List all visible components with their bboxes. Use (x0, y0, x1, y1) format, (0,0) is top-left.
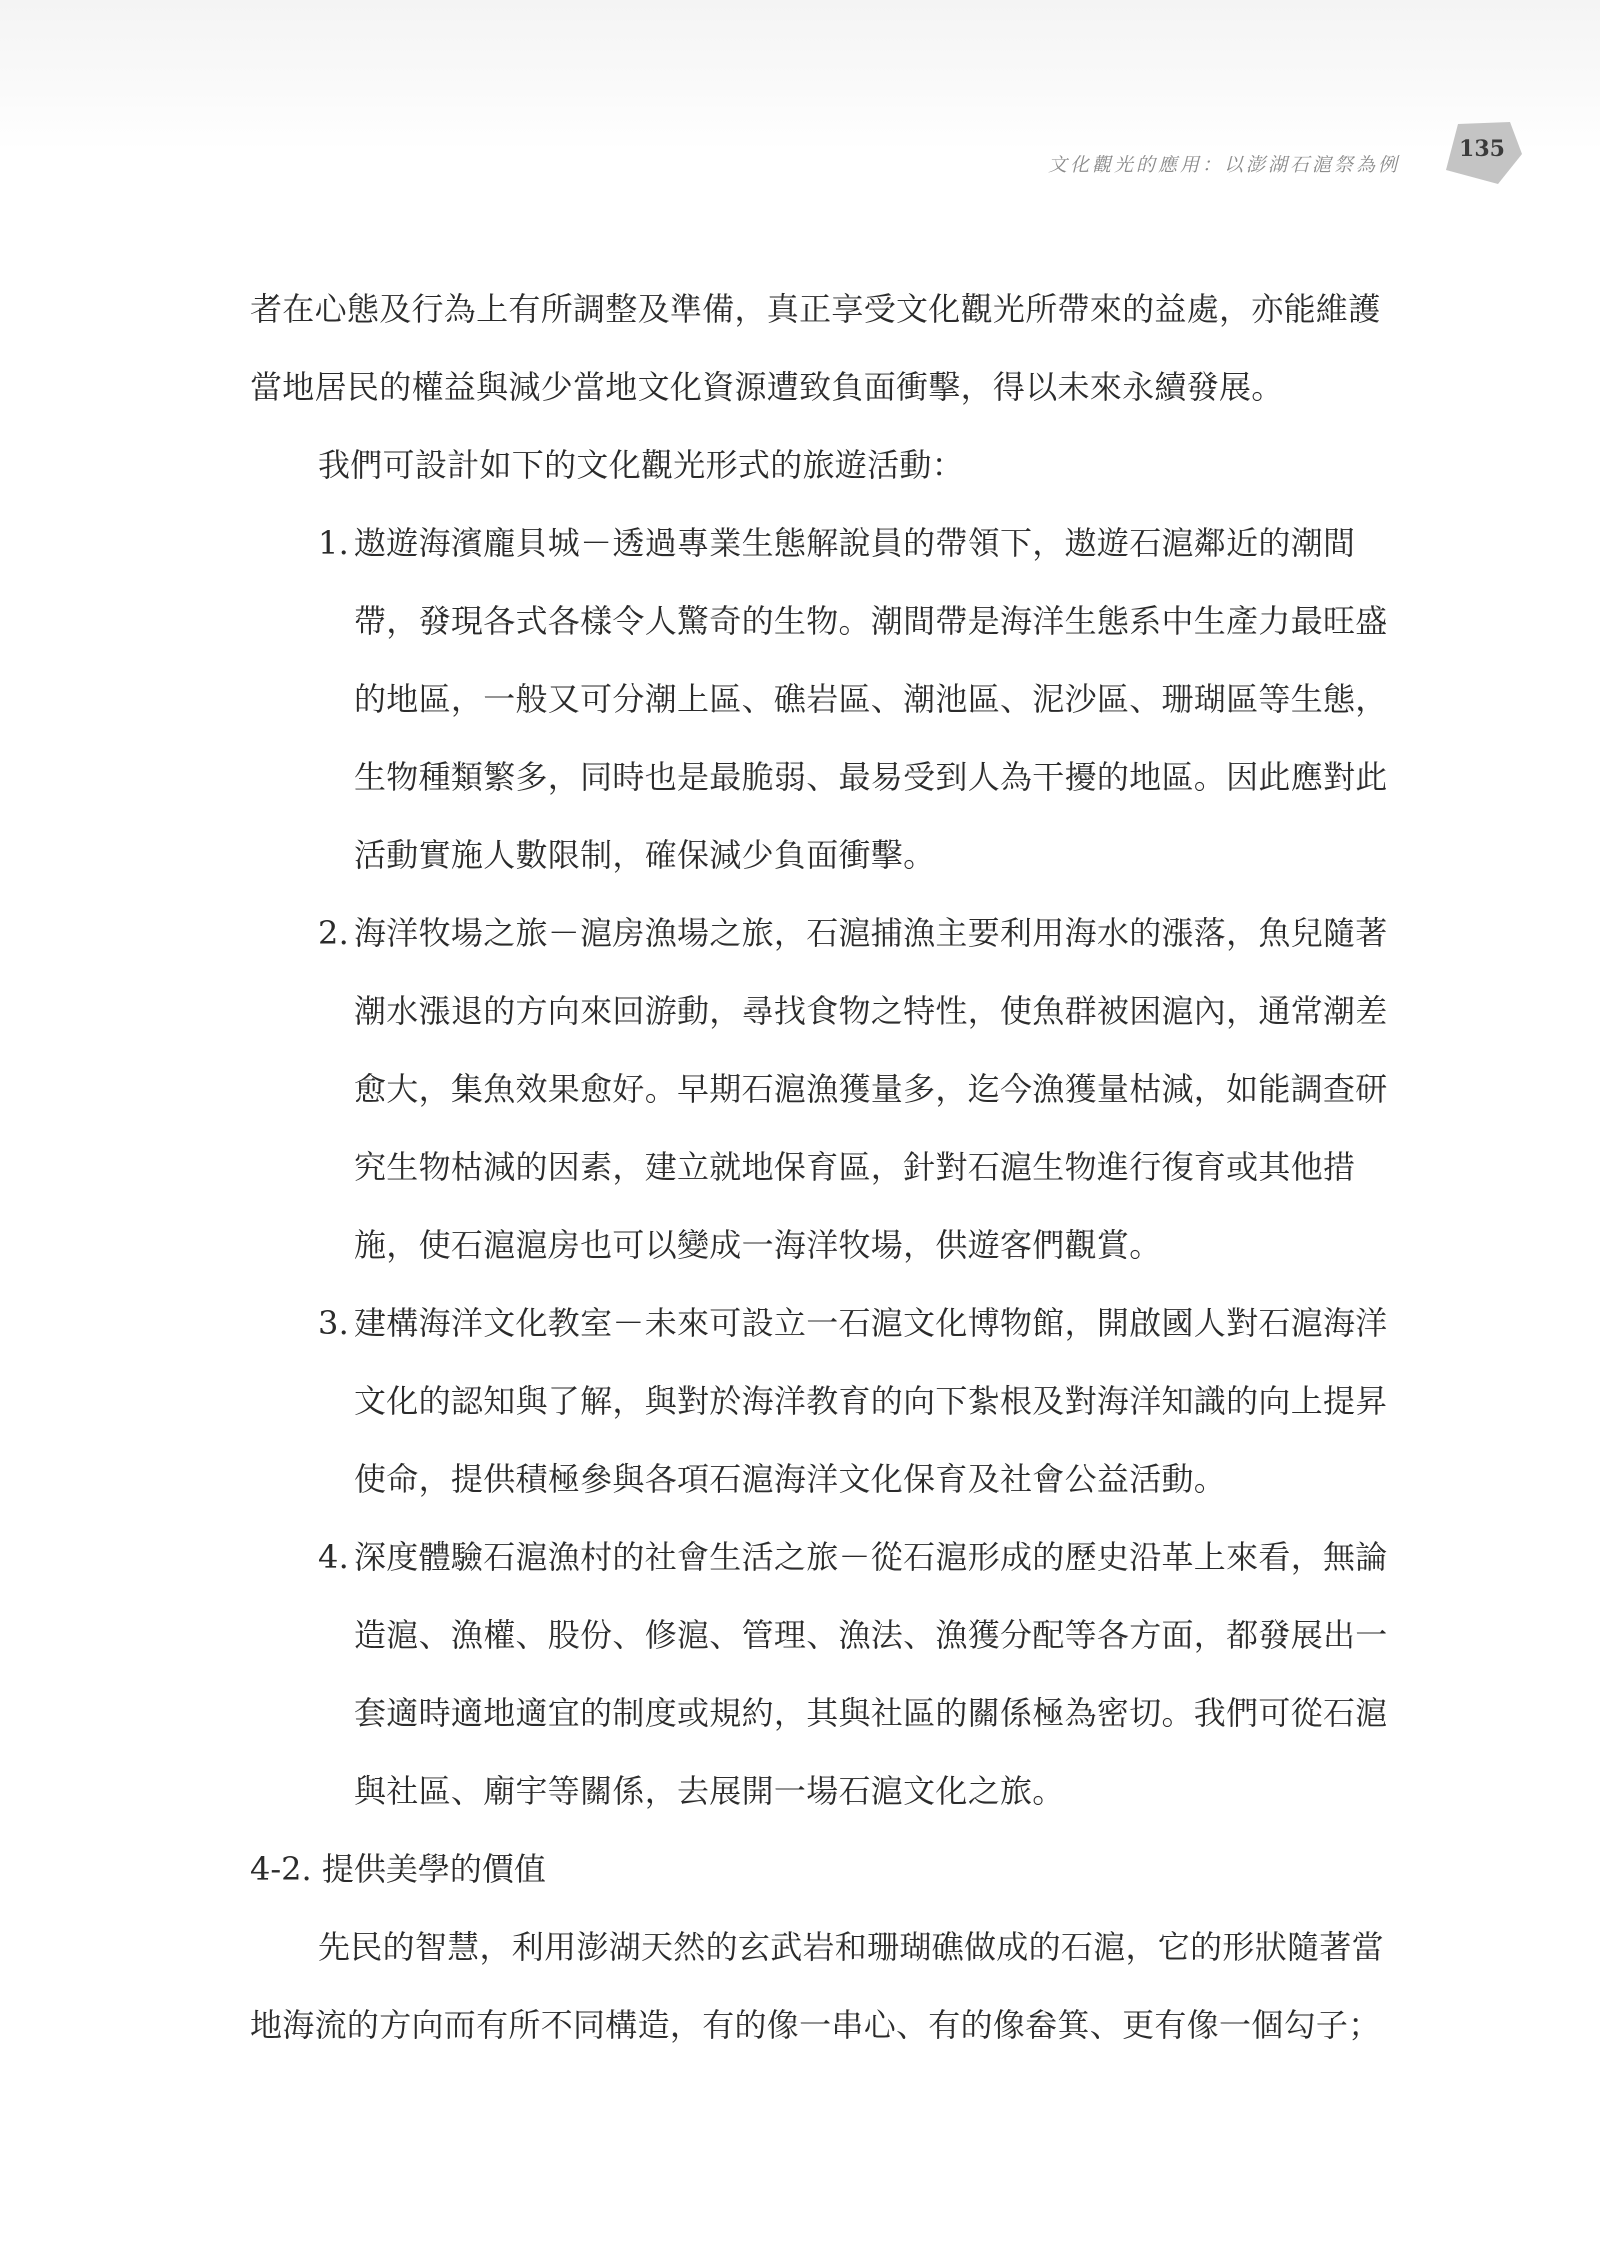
list-item-1-continuation: 帶，發現各式各樣令人驚奇的生物。潮間帶是海洋生態系中生產力最旺盛 (354, 602, 1388, 640)
lead-in-paragraph: 我們可設計如下的文化觀光形式的旅遊活動： (318, 446, 965, 484)
list-item-3-continuation: 文化的認知與了解，與對於海洋教育的向下紮根及對海洋知識的向上提昇 (354, 1382, 1388, 1420)
page-number-badge (1440, 118, 1524, 188)
list-item-number: 1. (318, 524, 350, 562)
intro-line: 當地居民的權益與減少當地文化資源遭致負面衝擊，得以未來永續發展。 (250, 368, 1284, 406)
list-item-4-continuation: 造滬、漁權、股份、修滬、管理、漁法、漁獲分配等各方面，都發展出一 (354, 1616, 1388, 1654)
list-item-1-continuation: 活動實施人數限制，確保減少負面衝擊。 (354, 836, 936, 874)
list-item-number: 2. (318, 914, 350, 952)
section-heading: 4-2. 提供美學的價值 (250, 1850, 546, 1888)
running-header: 文化觀光的應用：以澎湖石滬祭為例 (1047, 154, 1400, 176)
page-body (250, 270, 1418, 2064)
list-item-text: 深度體驗石滬漁村的社會生活之旅－從石滬形成的歷史沿革上來看，無論 (354, 1538, 1388, 1576)
list-item-text: 海洋牧場之旅－滬房漁場之旅，石滬捕漁主要利用海水的漲落，魚兒隨著 (354, 914, 1388, 952)
list-item-1-continuation: 生物種類繁多，同時也是最脆弱、最易受到人為干擾的地區。因此應對此 (354, 758, 1388, 796)
list-item-text: 建構海洋文化教室－未來可設立一石滬文化博物館，開啟國人對石滬海洋 (354, 1304, 1388, 1342)
list-item-2-continuation: 潮水漲退的方向來回游動，尋找食物之特性，使魚群被困滬內，通常潮差 (354, 992, 1388, 1030)
closing-paragraph-line: 地海流的方向而有所不同構造，有的像一串心、有的像畚箕、更有像一個勾子； (250, 2006, 1381, 2044)
list-item-2 (250, 894, 1418, 972)
list-item-3-continuation: 使命，提供積極參與各項石滬海洋文化保育及社會公益活動。 (354, 1460, 1227, 1498)
intro-line: 者在心態及行為上有所調整及準備，真正享受文化觀光所帶來的益處，亦能維護 (250, 290, 1381, 328)
list-item-4 (250, 1518, 1418, 1596)
list-item-text: 遨遊海濱龐貝城－透過專業生態解說員的帶領下，遨遊石滬鄰近的潮間 (354, 524, 1356, 562)
list-item-2-continuation: 究生物枯減的因素，建立就地保育區，針對石滬生物進行復育或其他措 (354, 1148, 1356, 1186)
list-item-3 (250, 1284, 1418, 1362)
list-item-2-continuation: 愈大，集魚效果愈好。早期石滬漁獲量多，迄今漁獲量枯減，如能調查研 (354, 1070, 1388, 1108)
list-item-1 (250, 504, 1418, 582)
closing-paragraph-line: 先民的智慧，利用澎湖天然的玄武岩和珊瑚礁做成的石滬，它的形狀隨著當 (318, 1928, 1384, 1966)
list-item-4-continuation: 套適時適地適宜的制度或規約，其與社區的關係極為密切。我們可從石滬 (354, 1694, 1388, 1732)
list-item-2-continuation: 施，使石滬滬房也可以變成一海洋牧場，供遊客們觀賞。 (354, 1226, 1162, 1264)
list-item-number: 3. (318, 1304, 350, 1342)
list-item-4-continuation: 與社區、廟宇等關係，去展開一場石滬文化之旅。 (354, 1772, 1065, 1810)
list-item-number: 4. (318, 1538, 350, 1576)
page-edge-shading (0, 0, 1600, 150)
page-number: 135 (1459, 136, 1505, 162)
list-item-1-continuation: 的地區，一般又可分潮上區、礁岩區、潮池區、泥沙區、珊瑚區等生態， (354, 680, 1388, 718)
